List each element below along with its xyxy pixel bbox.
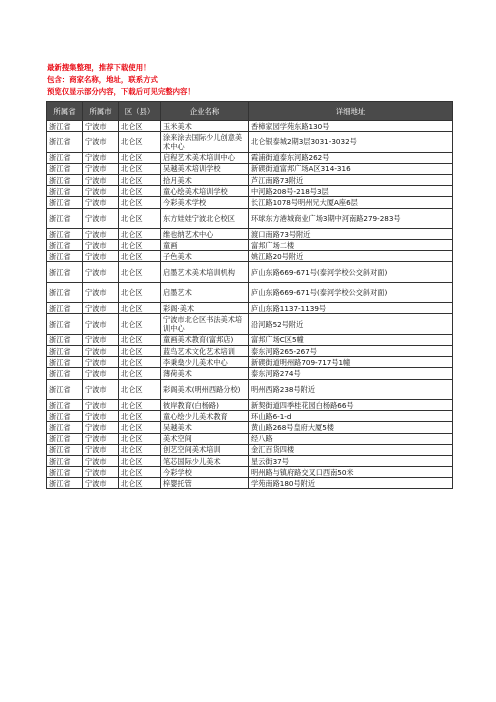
cell-province: 浙江省 — [47, 208, 83, 228]
cell-district: 北仑区 — [119, 357, 161, 368]
cell-district: 北仑区 — [119, 433, 161, 444]
cell-company-name: 李秉燊少儿美术中心 — [161, 357, 249, 368]
cell-province: 浙江省 — [47, 262, 83, 282]
cell-province: 浙江省 — [47, 334, 83, 345]
cell-province: 浙江省 — [47, 303, 83, 314]
table-row — [47, 455, 453, 466]
cell-address: 经八路 — [249, 433, 453, 444]
cell-province: 浙江省 — [47, 228, 83, 239]
cell-province: 浙江省 — [47, 455, 83, 466]
cell-city: 宁波市 — [83, 346, 119, 357]
cell-city: 宁波市 — [83, 379, 119, 399]
cell-city: 宁波市 — [83, 208, 119, 228]
cell-city: 宁波市 — [83, 282, 119, 302]
cell-province: 浙江省 — [47, 121, 83, 132]
cell-city: 宁波市 — [83, 174, 119, 185]
cell-city: 宁波市 — [83, 186, 119, 197]
cell-company-name: 童画 — [161, 240, 249, 251]
cell-city: 宁波市 — [83, 433, 119, 444]
cell-city: 宁波市 — [83, 478, 119, 489]
cell-address: 姚江路20号附近 — [249, 251, 453, 262]
table-header-row — [47, 102, 453, 121]
cell-address: 庐山东路669-671号(泰河学校公交斜对面) — [249, 262, 453, 282]
cell-district: 北仑区 — [119, 228, 161, 239]
cell-province: 浙江省 — [47, 368, 83, 379]
table-row — [47, 208, 453, 228]
cell-company-name: 今彩学校 — [161, 467, 249, 478]
header-company-name: 企业名称 — [161, 102, 249, 121]
cell-address: 庐山东路1137-1139号 — [249, 303, 453, 314]
cell-province: 浙江省 — [47, 152, 83, 163]
cell-province: 浙江省 — [47, 240, 83, 251]
cell-province: 浙江省 — [47, 399, 83, 410]
table-row — [47, 346, 453, 357]
cell-address: 新碶街道富邦广场A区314-316 — [249, 163, 453, 174]
cell-district: 北仑区 — [119, 303, 161, 314]
cell-city: 宁波市 — [83, 228, 119, 239]
cell-city: 宁波市 — [83, 152, 119, 163]
table-row — [47, 132, 453, 152]
table-row — [47, 314, 453, 334]
cell-address: 环球东方港城商业广场3期中河南路279-283号 — [249, 208, 453, 228]
cell-district: 北仑区 — [119, 478, 161, 489]
cell-district: 北仑区 — [119, 197, 161, 208]
notice-line-contents: 包含：商家名称，地址，联系方式 — [47, 75, 158, 84]
table-row — [47, 467, 453, 478]
cell-company-name: 童心绘少儿美术教育 — [161, 411, 249, 422]
table-row — [47, 478, 453, 489]
cell-province: 浙江省 — [47, 132, 83, 152]
cell-company-name: 薄荷美术 — [161, 368, 249, 379]
cell-city: 宁波市 — [83, 132, 119, 152]
business-table — [46, 101, 453, 489]
cell-district: 北仑区 — [119, 346, 161, 357]
table-row — [47, 303, 453, 314]
cell-province: 浙江省 — [47, 444, 83, 455]
notice-line-recommend: 最新搜集整理，推荐下载使用！ — [47, 63, 151, 72]
cell-company-name: 童画美术教育(富邦店) — [161, 334, 249, 345]
cell-city: 宁波市 — [83, 334, 119, 345]
cell-district: 北仑区 — [119, 411, 161, 422]
table-row — [47, 433, 453, 444]
cell-city: 宁波市 — [83, 467, 119, 478]
cell-district: 北仑区 — [119, 334, 161, 345]
cell-city: 宁波市 — [83, 240, 119, 251]
cell-city: 宁波市 — [83, 314, 119, 334]
cell-district: 北仑区 — [119, 467, 161, 478]
cell-company-name: 今彩美术学校 — [161, 197, 249, 208]
cell-province: 浙江省 — [47, 282, 83, 302]
table-row — [47, 186, 453, 197]
table-row — [47, 262, 453, 282]
cell-address: 香樟家园学苑东路130号 — [249, 121, 453, 132]
cell-province: 浙江省 — [47, 379, 83, 399]
table-row — [47, 334, 453, 345]
notice-line-preview: 预览仅显示部分内容，下载后可见完整内容！ — [47, 87, 195, 96]
notice-block — [47, 62, 467, 98]
cell-district: 北仑区 — [119, 422, 161, 433]
cell-city: 宁波市 — [83, 197, 119, 208]
cell-address: 学苑南路180号附近 — [249, 478, 453, 489]
cell-address: 富邦广场C区5幢 — [249, 334, 453, 345]
cell-district: 北仑区 — [119, 314, 161, 334]
cell-address: 北仑银泰城2期3层3031-3032号 — [249, 132, 453, 152]
cell-district: 北仑区 — [119, 174, 161, 185]
cell-city: 宁波市 — [83, 399, 119, 410]
cell-province: 浙江省 — [47, 411, 83, 422]
cell-district: 北仑区 — [119, 379, 161, 399]
cell-company-name: 吴越美术培训学校 — [161, 163, 249, 174]
cell-company-name: 彩阁美术(明州西路分校) — [161, 379, 249, 399]
header-address: 详细地址 — [249, 102, 453, 121]
cell-city: 宁波市 — [83, 163, 119, 174]
cell-company-name: 拾月美术 — [161, 174, 249, 185]
cell-district: 北仑区 — [119, 282, 161, 302]
cell-company-name: 童心绘美术培训学校 — [161, 186, 249, 197]
cell-district: 北仑区 — [119, 399, 161, 410]
cell-address: 黄山路268号皇府大厦5楼 — [249, 422, 453, 433]
cell-city: 宁波市 — [83, 444, 119, 455]
cell-city: 宁波市 — [83, 251, 119, 262]
table-row — [47, 228, 453, 239]
cell-address: 霞浦街道泰东河路262号 — [249, 152, 453, 163]
table-row — [47, 174, 453, 185]
table-row — [47, 282, 453, 302]
cell-address: 新契街道四季桂花园白杨路66号 — [249, 399, 453, 410]
cell-company-name: 梓婴托管 — [161, 478, 249, 489]
cell-address: 星云街37号 — [249, 455, 453, 466]
cell-province: 浙江省 — [47, 186, 83, 197]
cell-address: 明州西路238号附近 — [249, 379, 453, 399]
cell-company-name: 维也纳艺术中心 — [161, 228, 249, 239]
cell-company-name: 启墨艺术美术培训机构 — [161, 262, 249, 282]
cell-district: 北仑区 — [119, 368, 161, 379]
cell-company-name: 启程艺术美术培训中心 — [161, 152, 249, 163]
cell-district: 北仑区 — [119, 262, 161, 282]
cell-address: 沿河路52号附近 — [249, 314, 453, 334]
cell-company-name: 玉米美术 — [161, 121, 249, 132]
cell-company-name: 彼岸教育(白杨路) — [161, 399, 249, 410]
cell-address: 明州路与镇府路交叉口西南50米 — [249, 467, 453, 478]
cell-address: 泰东河路274号 — [249, 368, 453, 379]
cell-district: 北仑区 — [119, 455, 161, 466]
table-row — [47, 152, 453, 163]
cell-district: 北仑区 — [119, 444, 161, 455]
cell-province: 浙江省 — [47, 478, 83, 489]
cell-district: 北仑区 — [119, 186, 161, 197]
table-row — [47, 251, 453, 262]
cell-province: 浙江省 — [47, 422, 83, 433]
cell-city: 宁波市 — [83, 411, 119, 422]
cell-company-name: 宁波市北仑区书法美术培训中心 — [161, 314, 249, 334]
cell-company-name: 东方娃娃宁波北仑校区 — [161, 208, 249, 228]
cell-company-name: 彩阁·美术 — [161, 303, 249, 314]
cell-province: 浙江省 — [47, 346, 83, 357]
cell-city: 宁波市 — [83, 422, 119, 433]
cell-address: 富邦广场二楼 — [249, 240, 453, 251]
cell-district: 北仑区 — [119, 152, 161, 163]
cell-district: 北仑区 — [119, 121, 161, 132]
cell-address: 环山路6-1-d — [249, 411, 453, 422]
table-row — [47, 399, 453, 410]
cell-district: 北仑区 — [119, 251, 161, 262]
cell-province: 浙江省 — [47, 433, 83, 444]
cell-address: 庐山东路669-671号(泰河学校公交斜对面) — [249, 282, 453, 302]
cell-district: 北仑区 — [119, 240, 161, 251]
header-district: 区（县） — [119, 102, 161, 121]
cell-company-name: 笔芯国际少儿美术 — [161, 455, 249, 466]
cell-company-name: 子色美术 — [161, 251, 249, 262]
cell-city: 宁波市 — [83, 455, 119, 466]
cell-address: 泰东河路265-267号 — [249, 346, 453, 357]
table-body — [47, 121, 453, 489]
cell-district: 北仑区 — [119, 208, 161, 228]
table-row — [47, 240, 453, 251]
header-province: 所属省 — [47, 102, 83, 121]
cell-city: 宁波市 — [83, 357, 119, 368]
table-row — [47, 422, 453, 433]
cell-company-name: 吴越美术 — [161, 422, 249, 433]
cell-province: 浙江省 — [47, 174, 83, 185]
cell-city: 宁波市 — [83, 368, 119, 379]
cell-address: 新碶街道明州路709-717号1幢 — [249, 357, 453, 368]
cell-address: 金汇百货四楼 — [249, 444, 453, 455]
cell-city: 宁波市 — [83, 303, 119, 314]
cell-province: 浙江省 — [47, 197, 83, 208]
header-city: 所属市 — [83, 102, 119, 121]
table-row — [47, 197, 453, 208]
cell-company-name: 美术空间 — [161, 433, 249, 444]
cell-address: 长江路1078号明州兄大厦A座6层 — [249, 197, 453, 208]
cell-city: 宁波市 — [83, 262, 119, 282]
cell-province: 浙江省 — [47, 163, 83, 174]
cell-company-name: 涂来涂去国际少儿创意美术中心 — [161, 132, 249, 152]
cell-district: 北仑区 — [119, 163, 161, 174]
table-row — [47, 411, 453, 422]
cell-province: 浙江省 — [47, 467, 83, 478]
cell-address: 芦江南路73附近 — [249, 174, 453, 185]
cell-company-name: 创艺空间美术培训 — [161, 444, 249, 455]
cell-province: 浙江省 — [47, 251, 83, 262]
table-row — [47, 163, 453, 174]
table-row — [47, 121, 453, 132]
cell-address: 渡口南路73号附近 — [249, 228, 453, 239]
cell-city: 宁波市 — [83, 121, 119, 132]
table-row — [47, 379, 453, 399]
cell-province: 浙江省 — [47, 357, 83, 368]
table-row — [47, 368, 453, 379]
cell-company-name: 启墨艺术 — [161, 282, 249, 302]
cell-province: 浙江省 — [47, 314, 83, 334]
cell-company-name: 蓝鸟艺术文化艺术培训 — [161, 346, 249, 357]
cell-address: 中河路208号-218号3层 — [249, 186, 453, 197]
cell-district: 北仑区 — [119, 132, 161, 152]
table-row — [47, 357, 453, 368]
table-row — [47, 444, 453, 455]
